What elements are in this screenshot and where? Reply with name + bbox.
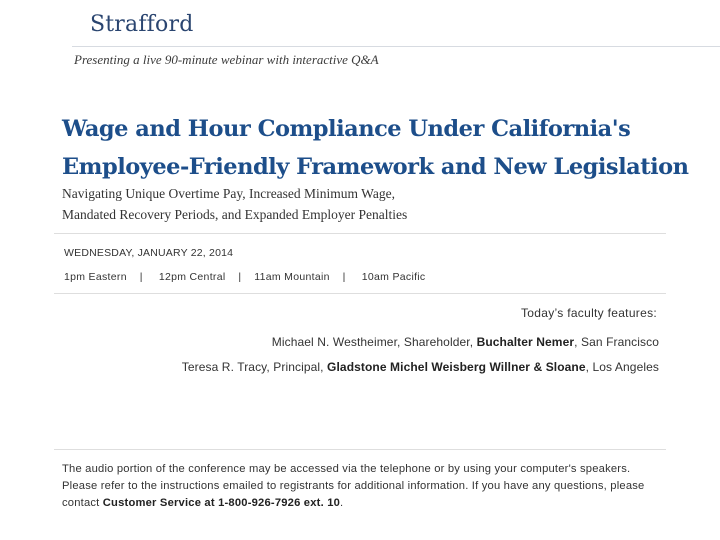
- time-eastern: 1pm Eastern: [64, 271, 127, 283]
- speaker-2-city: , Los Angeles: [585, 360, 659, 374]
- time-separator: |: [238, 271, 242, 283]
- time-central: 12pm Central: [158, 271, 226, 283]
- time-separator: |: [342, 271, 346, 283]
- speaker-1: [272, 335, 659, 349]
- time-mountain: 11am Mountain: [254, 271, 330, 283]
- time-pacific: 10am Pacific: [361, 271, 426, 283]
- speaker-2-name: Teresa R. Tracy, Principal,: [181, 360, 328, 374]
- webinar-date: WEDNESDAY, JANUARY 22, 2014: [64, 247, 234, 259]
- webinar-subtitle: [62, 183, 662, 225]
- header-divider: [72, 46, 720, 47]
- subtitle-line-1: Navigating Unique Overtime Pay, Increased Minimum Wage,: [62, 186, 395, 201]
- webinar-title: [62, 110, 712, 186]
- webinar-times: [64, 271, 425, 283]
- customer-service-contact: Customer Service at 1-800-926-7926 ext. 10: [102, 497, 341, 509]
- tagline: Presenting a live 90-minute webinar with interactive Q&A: [74, 52, 379, 67]
- time-separator: |: [139, 271, 143, 283]
- audio-notice-text: The audio portion of the conference may be accessed via the telephone or by using your computer's speakers. Please refer to the instructions emailed to registrants for additional information. If you have any questions, please contact: [62, 463, 645, 509]
- speaker-1-name: Michael N. Westheimer, Shareholder,: [271, 335, 477, 349]
- speaker-1-city: , San Francisco: [574, 335, 659, 349]
- speaker-1-firm: Buchalter Nemer: [476, 335, 575, 349]
- speaker-2-firm: Gladstone Michel Weisberg Willner & Sloane: [327, 360, 586, 374]
- audio-notice: [62, 461, 662, 512]
- audio-notice-end: .: [340, 497, 344, 509]
- subtitle-line-2: Mandated Recovery Periods, and Expanded Employer Penalties: [62, 207, 408, 222]
- title-line-2: Employee-Friendly Framework and New Legislation: [62, 154, 689, 180]
- divider-bottom: [54, 449, 666, 450]
- divider-middle: [54, 293, 666, 294]
- title-line-1: Wage and Hour Compliance Under California's: [62, 116, 631, 142]
- faculty-label: Today’s faculty features:: [520, 306, 657, 320]
- speaker-2: [182, 360, 659, 374]
- strafford-logo: Strafford: [90, 12, 194, 37]
- divider-top: [54, 233, 666, 234]
